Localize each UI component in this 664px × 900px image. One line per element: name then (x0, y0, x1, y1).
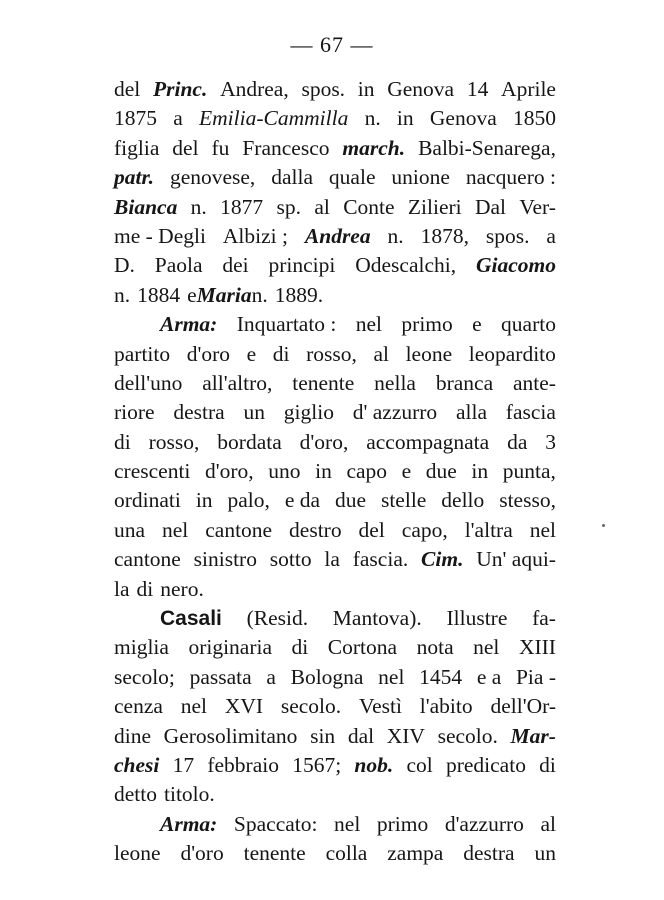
word: capo (346, 459, 388, 484)
word: Pia - (515, 664, 556, 689)
word: nota (416, 635, 454, 660)
word: Princ. (153, 77, 208, 101)
word: alla (455, 400, 488, 425)
text-line (114, 430, 556, 459)
word: al (314, 194, 330, 219)
word: (Resid. (246, 606, 309, 631)
word: nob. (354, 752, 394, 777)
text-line (114, 841, 556, 870)
word: Bologna (290, 664, 364, 689)
text-line (114, 488, 556, 517)
word: colla (325, 841, 368, 866)
word: secolo. (280, 694, 342, 719)
word: nel (529, 517, 556, 542)
word: Mar- (510, 723, 556, 748)
word: a (546, 223, 556, 248)
word: di (272, 341, 290, 366)
word: detto (114, 782, 157, 807)
word: nel (355, 312, 383, 337)
word: Albizi ; (222, 223, 288, 248)
word: primo (401, 312, 453, 337)
word: partito (114, 341, 171, 366)
word: di (114, 429, 131, 454)
entry-heading: Casali (160, 607, 222, 631)
word: Conte (343, 194, 395, 219)
word: e (472, 312, 482, 337)
word: patr. (114, 165, 155, 190)
word: sotto (269, 547, 312, 572)
word: nacquero : (465, 165, 556, 190)
word: 1884 (137, 282, 181, 307)
word: ordinati (114, 488, 181, 513)
word: dei (222, 253, 249, 278)
word: del (358, 517, 385, 542)
word: Cim. (421, 547, 464, 572)
word: febbraio (207, 752, 279, 777)
word: dell'Or- (490, 694, 556, 719)
word: chesi (114, 752, 160, 777)
word: dell'uno (114, 370, 183, 395)
word: Odescalchi, (355, 253, 457, 278)
word: quarto (501, 312, 556, 337)
word: palo, (227, 488, 270, 513)
word: e a (476, 664, 502, 689)
word: accompagnata (366, 429, 490, 454)
word: branca (435, 370, 494, 395)
word: dello (441, 488, 485, 513)
word: miglia (114, 635, 169, 660)
word: stelle (380, 488, 427, 513)
word: una (114, 517, 146, 542)
word: e da (284, 488, 321, 513)
word: destra (463, 841, 515, 866)
word: 17 (172, 752, 195, 777)
word: Francesco (242, 135, 330, 160)
word: destro (289, 517, 342, 542)
word: Zilieri (407, 194, 462, 219)
word: fascia. (352, 547, 409, 572)
word: fu (211, 135, 230, 160)
word: sp. (276, 194, 301, 219)
text-line (114, 342, 556, 371)
text-line (114, 106, 556, 135)
paper-speck (602, 524, 605, 527)
word: sinistro (193, 547, 257, 572)
word: nel (334, 811, 361, 836)
word: Gerosolimitano (163, 723, 298, 748)
word: D. (114, 253, 135, 278)
word: 3 (545, 429, 556, 454)
word: figlia (114, 135, 160, 160)
word: spos. (485, 223, 530, 248)
word: n. (114, 282, 131, 307)
word: Paola (154, 253, 203, 278)
word: un (534, 841, 556, 866)
page-number: — 67 — (290, 32, 374, 57)
text-line (114, 165, 556, 194)
word: in (195, 488, 213, 513)
text-line (114, 224, 556, 253)
text-line (114, 753, 556, 782)
word: spos. (301, 77, 346, 101)
word: 1889. (274, 282, 324, 307)
word: due (334, 488, 367, 513)
word: principi (268, 253, 336, 278)
word: XVI (224, 694, 264, 719)
word: bordata (217, 429, 282, 454)
word: in (357, 77, 375, 101)
word: l'abito (419, 694, 473, 719)
word: in (396, 106, 414, 131)
word: Ver- (519, 194, 556, 219)
word: del (172, 135, 199, 160)
word: Andrea, (220, 77, 289, 101)
word: nel (473, 635, 500, 660)
word: Genova (429, 106, 497, 131)
word: d'oro, (205, 459, 254, 484)
word: giglio (283, 400, 334, 425)
word: Bianca (114, 194, 178, 219)
word: tenente (243, 841, 306, 866)
word: me - Degli (114, 223, 206, 248)
word: un (243, 400, 265, 425)
text-line (114, 547, 556, 576)
word: punta, (502, 459, 556, 484)
word: nel (162, 517, 189, 542)
word: genovese, (169, 165, 256, 190)
word: primo (376, 811, 429, 836)
word: uno (268, 459, 301, 484)
word: titolo. (164, 782, 215, 807)
word: fa- (532, 606, 556, 631)
word: 1878, (420, 223, 469, 248)
word: leone (405, 341, 453, 366)
text-line (114, 312, 556, 341)
word: Un' aqui- (476, 547, 556, 572)
text-line (114, 635, 556, 664)
word: d'oro (180, 841, 224, 866)
word: dine (114, 723, 152, 748)
word: n. (251, 282, 268, 307)
text-line (114, 782, 556, 811)
word: dalla (271, 165, 314, 190)
word: 1567; (292, 752, 342, 777)
word: nel (180, 694, 208, 719)
text-line (114, 694, 556, 723)
text-line (114, 812, 556, 841)
word: e (401, 459, 412, 484)
word: Emilia-Cammilla (199, 106, 349, 131)
word: leone (114, 841, 161, 866)
word: dal (347, 723, 375, 748)
word: nel (378, 664, 405, 689)
word: unione (391, 165, 450, 190)
text-line (114, 371, 556, 400)
word: Genova (387, 77, 455, 101)
word: e (187, 282, 197, 307)
word: 1877 (220, 194, 264, 219)
text-line (114, 195, 556, 224)
word: XIII (518, 635, 556, 660)
word: Aprile (501, 77, 556, 101)
word: la (324, 547, 340, 572)
word: nella (374, 370, 416, 395)
word: fascia (505, 400, 556, 425)
word: 1850 (513, 106, 556, 131)
word: la (114, 576, 130, 601)
word: sin (310, 723, 336, 748)
word: Arma: (160, 312, 218, 337)
word: l'altra (464, 517, 513, 542)
word: crescenti (114, 459, 191, 484)
text-line (114, 518, 556, 547)
word: a (266, 664, 276, 689)
word: n. (190, 194, 207, 219)
word: 1454 (419, 664, 463, 689)
word: zampa (387, 841, 444, 866)
word: Mantova). (332, 606, 422, 631)
word: n. (387, 223, 404, 248)
word: XIV (386, 723, 425, 748)
word: Inquartato : (236, 312, 337, 337)
word: in (471, 459, 489, 484)
word: march. (342, 135, 406, 160)
text-line (114, 724, 556, 753)
word: quale (328, 165, 376, 190)
text-line (114, 606, 556, 635)
word: da (507, 429, 528, 454)
word: secolo. (437, 723, 498, 748)
word: stesso, (499, 488, 556, 513)
word: col (406, 752, 433, 777)
word: al (373, 341, 389, 366)
word: Spaccato: (233, 811, 318, 836)
word: d'oro, (299, 429, 349, 454)
word: capo, (401, 517, 448, 542)
word: a (173, 106, 183, 131)
word: in (315, 459, 332, 484)
word: passata (189, 664, 252, 689)
word: di (539, 752, 556, 777)
word: Dal (474, 194, 507, 219)
word: rosso, (148, 429, 200, 454)
word: all'altro, (202, 370, 273, 395)
word: n. (364, 106, 381, 131)
word: cantone (205, 517, 273, 542)
text-line (114, 253, 556, 282)
word: 14 (466, 77, 489, 101)
word: ante- (512, 370, 556, 395)
word: nero. (160, 576, 204, 601)
word: Illustre (446, 606, 508, 631)
word: originaria (188, 635, 273, 660)
word: d' azzurro (352, 400, 438, 425)
word: d'azzurro (444, 811, 524, 836)
word: secolo; (114, 664, 175, 689)
word: leopardito (468, 341, 556, 366)
text-line (114, 77, 556, 106)
text-line (114, 577, 556, 606)
word: Cortona (327, 635, 398, 660)
word: due (425, 459, 457, 484)
word: di (136, 576, 154, 601)
word: di (291, 635, 309, 660)
word: e (246, 341, 257, 366)
word: Maria (196, 282, 252, 307)
text-line (114, 459, 556, 488)
text-line (114, 283, 556, 312)
word: al (540, 811, 556, 836)
word: destra (173, 400, 225, 425)
word: cantone (114, 547, 181, 572)
word: 1875 (114, 106, 157, 131)
word: tenente (292, 370, 355, 395)
word: predicato (445, 752, 526, 777)
word: cenza (114, 694, 163, 719)
word: del (114, 77, 141, 101)
word: Giacomo (475, 253, 556, 278)
word: riore (114, 400, 155, 425)
text-line (114, 400, 556, 429)
word: Vestì (358, 694, 402, 719)
word: rosso, (306, 341, 357, 366)
word: d'oro (186, 341, 231, 366)
body-text (114, 77, 556, 871)
word: Arma: (160, 811, 218, 836)
text-line (114, 136, 556, 165)
word: Balbi-Senarega, (418, 135, 556, 160)
word: Andrea (304, 223, 371, 248)
text-line (114, 665, 556, 694)
